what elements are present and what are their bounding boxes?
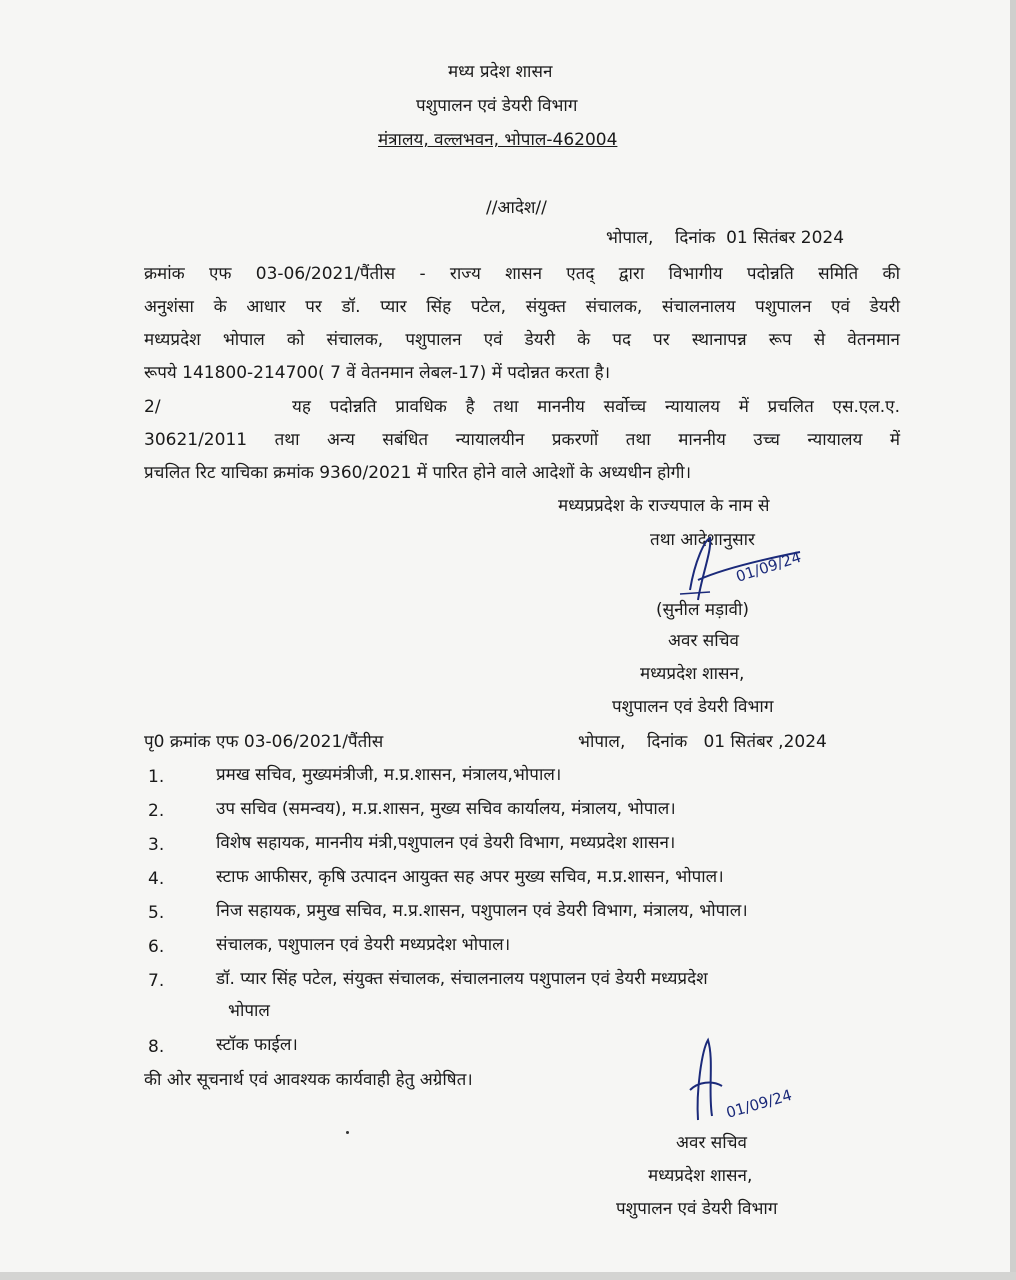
forward-note: की ओर सूचनार्थ एवं आवश्यक कार्यवाही हेतु अग्रेषित। bbox=[144, 1070, 473, 1090]
order-title: //आदेश// bbox=[486, 198, 547, 218]
closing-order-line: तथा आदेशानुसार bbox=[650, 530, 756, 550]
recipient-number: 4. bbox=[148, 869, 165, 889]
closing2-org-1: मध्यप्रदेश शासन, bbox=[648, 1166, 753, 1186]
recipient-number: 5. bbox=[148, 903, 165, 923]
recipient-text: प्रमख सचिव, मुख्यमंत्रीजी, म.प्र.शासन, मंत्रालय,भोपाल। bbox=[216, 765, 562, 785]
recipient-text: स्टॉक फाईल। bbox=[216, 1035, 298, 1055]
recipient-text: डॉ. प्यार सिंह पटेल, संयुक्त संचालक, संचालनालय पशुपालन एवं डेयरी मध्यप्रदेश bbox=[216, 969, 708, 989]
signatory-org-1: मध्यप्रदेश शासन, bbox=[640, 664, 745, 684]
order-date: भोपाल, दिनांक 01 सितंबर 2024 bbox=[606, 228, 845, 248]
recipient-text: विशेष सहायक, माननीय मंत्री,पशुपालन एवं डेयरी विभाग, मध्यप्रदेश शासन। bbox=[216, 833, 676, 853]
closing-governor-line: मध्यप्रप्रदेश के राज्यपाल के नाम से bbox=[558, 496, 770, 516]
recipient-number: 7. bbox=[148, 971, 165, 991]
para1-line-4: रूपये 141800-214700( 7 वें वेतनमान लेबल-17) में पदोन्नत करता है। bbox=[144, 363, 611, 383]
recipient-text: निज सहायक, प्रमुख सचिव, म.प्र.शासन, पशुपालन एवं डेयरी विभाग, मंत्रालय, भोपाल। bbox=[216, 901, 748, 921]
endorsement-ref: पृ0 क्रमांक एफ 03-06/2021/पैंतीस bbox=[144, 732, 384, 752]
recipient-number: 6. bbox=[148, 937, 165, 957]
recipient-text-continued: भोपाल bbox=[228, 1001, 270, 1021]
recipient-text: स्टाफ आफीसर, कृषि उत्पादन आयुक्त सह अपर मुख्य सचिव, म.प्र.शासन, भोपाल। bbox=[216, 867, 724, 887]
para1-line-3: मध्यप्रदेश भोपाल को संचालक, पशुपालन एवं डेयरी के पद पर स्थानापन्न रूप से वेतनमान bbox=[144, 330, 900, 350]
recipient-text: उप सचिव (समन्वय), म.प्र.शासन, मुख्य सचिव कार्यालय, मंत्रालय, भोपाल। bbox=[216, 799, 676, 819]
speck bbox=[346, 1131, 349, 1134]
recipient-number: 2. bbox=[148, 801, 165, 821]
para1-line-1: क्रमांक एफ 03-06/2021/पैंतीस - राज्य शासन एतद् द्वारा विभागीय पदोन्नति समिति की bbox=[144, 264, 900, 284]
signature-1 bbox=[650, 520, 810, 610]
signature-2 bbox=[668, 1030, 838, 1130]
para2-line-3: प्रचलित रिट याचिका क्रमांक 9360/2021 में पारित होने वाले आदेशों के अध्यधीन होगी। bbox=[144, 463, 692, 483]
header-address: मंत्रालय, वल्लभवन, भोपाल-462004 bbox=[378, 130, 618, 150]
header-line-2: पशुपालन एवं डेयरी विभाग bbox=[416, 96, 578, 116]
signature-2-date: 01/09/24 bbox=[724, 1085, 794, 1122]
endorsement-date: भोपाल, दिनांक 01 सितंबर ,2024 bbox=[578, 732, 827, 752]
signatory-name: (सुनील मड़ावी) bbox=[656, 600, 750, 620]
signatory-designation: अवर सचिव bbox=[668, 631, 739, 651]
page-bottom-edge bbox=[0, 1272, 1016, 1280]
para1-line-2: अनुशंसा के आधार पर डॉ. प्यार सिंह पटेल, संयुक्त संचालक, संचालनालय पशुपालन एवं डेयरी bbox=[144, 297, 900, 317]
para2-line-1: 2/ यह पदोन्नति प्रावधिक है तथा माननीय सर्वोच्च न्यायालय में प्रचलित एस.एल.ए. bbox=[144, 397, 900, 417]
closing2-designation: अवर सचिव bbox=[676, 1133, 747, 1153]
signature-1-date: 01/09/24 bbox=[733, 547, 804, 586]
recipient-text: संचालक, पशुपालन एवं डेयरी मध्यप्रदेश भोपाल। bbox=[216, 935, 511, 955]
page-edge-shadow bbox=[1010, 0, 1016, 1280]
recipient-number: 8. bbox=[148, 1037, 165, 1057]
recipient-number: 3. bbox=[148, 835, 165, 855]
para2-line-2: 30621/2011 तथा अन्य सबंधित न्यायालयीन प्रकरणों तथा माननीय उच्च न्यायालय में bbox=[144, 430, 900, 450]
recipient-number: 1. bbox=[148, 767, 165, 787]
signatory-org-2: पशुपालन एवं डेयरी विभाग bbox=[612, 697, 774, 717]
header-line-1: मध्य प्रदेश शासन bbox=[448, 62, 553, 82]
closing2-org-2: पशुपालन एवं डेयरी विभाग bbox=[616, 1199, 778, 1219]
